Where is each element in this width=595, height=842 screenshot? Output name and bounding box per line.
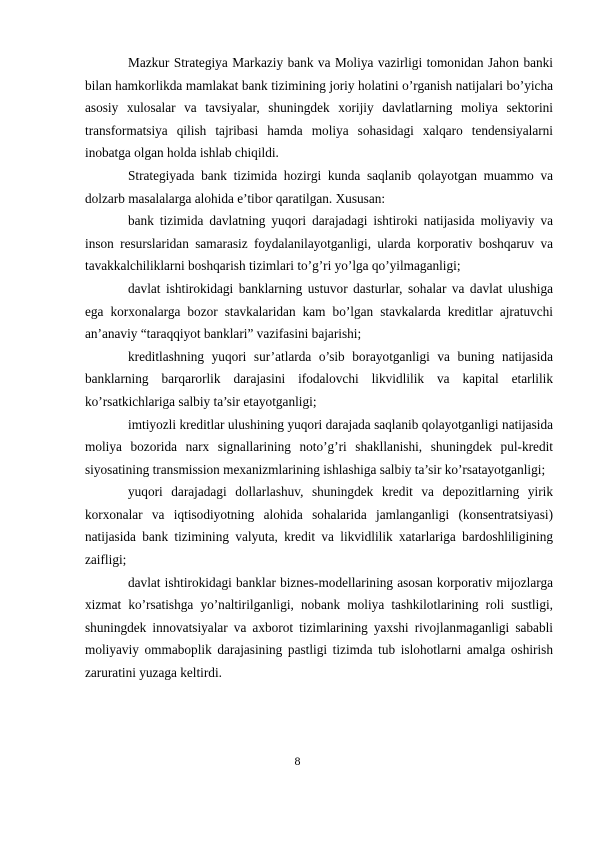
- list-item-development-banks: davlat ishtirokidagi banklarning ustuvor dasturlar, sohalar va davlat ulushiga ega korxonalarga bozor stavkalaridan kam bo’lgan stavkalarda kreditlar ajratuvchi an’anaviy “taraqqiyot banklari” vazifasini bajarishi;: [85, 280, 553, 342]
- list-item-preferential-loans: imtiyozli kreditlar ulushining yuqori darajada saqlanib qolayotganligi natijasida moliya bozorida narx signallarining noto’g’ri shakllanishi, shuningdek pul-kredit siyosatining transmission mexanizmlarining ishlashiga salbiy ta’sir ko’rsatayotganligi;: [85, 416, 553, 477]
- document-body: [85, 52, 553, 685]
- list-item-business-models: davlat ishtirokidagi banklar biznes-modellarining asosan korporativ mijozlarga xizmat ko’rsatishga yo’naltirilganligi, nobank moliya tashkilotlarining roli sustligi, shuningdek innovatsiyalar va axborot tizimlarining yaxshi rivojlanmaganligi sababli moliyaviy ommaboplik darajasining pastligi tizimda tub islohotlarni amalga oshirish zaruratini yuzaga keltirdi.: [85, 574, 553, 681]
- list-item-credit-growth: kreditlashning yuqori sur’atlarda o’sib borayotganligi va buning natijasida banklarning barqarorlik darajasini ifodalovchi likvidlilik va kapital etarlilik ko’rsatkichlariga salbiy ta’sir etayotganligi;: [85, 348, 553, 409]
- list-item-state-participation: bank tizimida davlatning yuqori darajadagi ishtiroki natijasida moliyaviy va inson resurslaridan samarasiz foydalanilayotganligi, ularda korporativ boshqaruv va tavakkalchiliklarni boshqarish tizimlari to’g’ri yo’lga qo’yilmaganligi;: [85, 213, 553, 274]
- paragraph-strategy-focus: Strategiyada bank tizimida hozirgi kunda saqlanib qolayotgan muammo va dolzarb masalalarga alohida e’tibor qaratilgan. Xususan:: [85, 167, 553, 206]
- page-number: 8: [294, 754, 301, 768]
- list-item-dollarization: yuqori darajadagi dollarlashuv, shuningdek kredit va depozitlarning yirik korxonalar va iqtisodiyotning alohida sohalarida jamlanganligi (konsentratsiyasi) natijasida bank tizimining valyuta, kredit va likvidlilik xatarlariga bardoshliligining zaifligi;: [85, 484, 553, 568]
- paragraph-intro: Mazkur Strategiya Markaziy bank va Moliya vazirligi tomonidan Jahon banki bilan hamkorlikda mamlakat bank tizimining joriy holatini o’rganish natijalari bo’yicha asosiy xulosalar va tavsiyalar, shuningdek xorijiy davlatlarning moliya sektorini transformatsiya qilish tajribasi hamda moliya sohasidagi xalqaro tendensiyalarni inobatga olgan holda ishlab chiqildi.: [85, 55, 553, 161]
